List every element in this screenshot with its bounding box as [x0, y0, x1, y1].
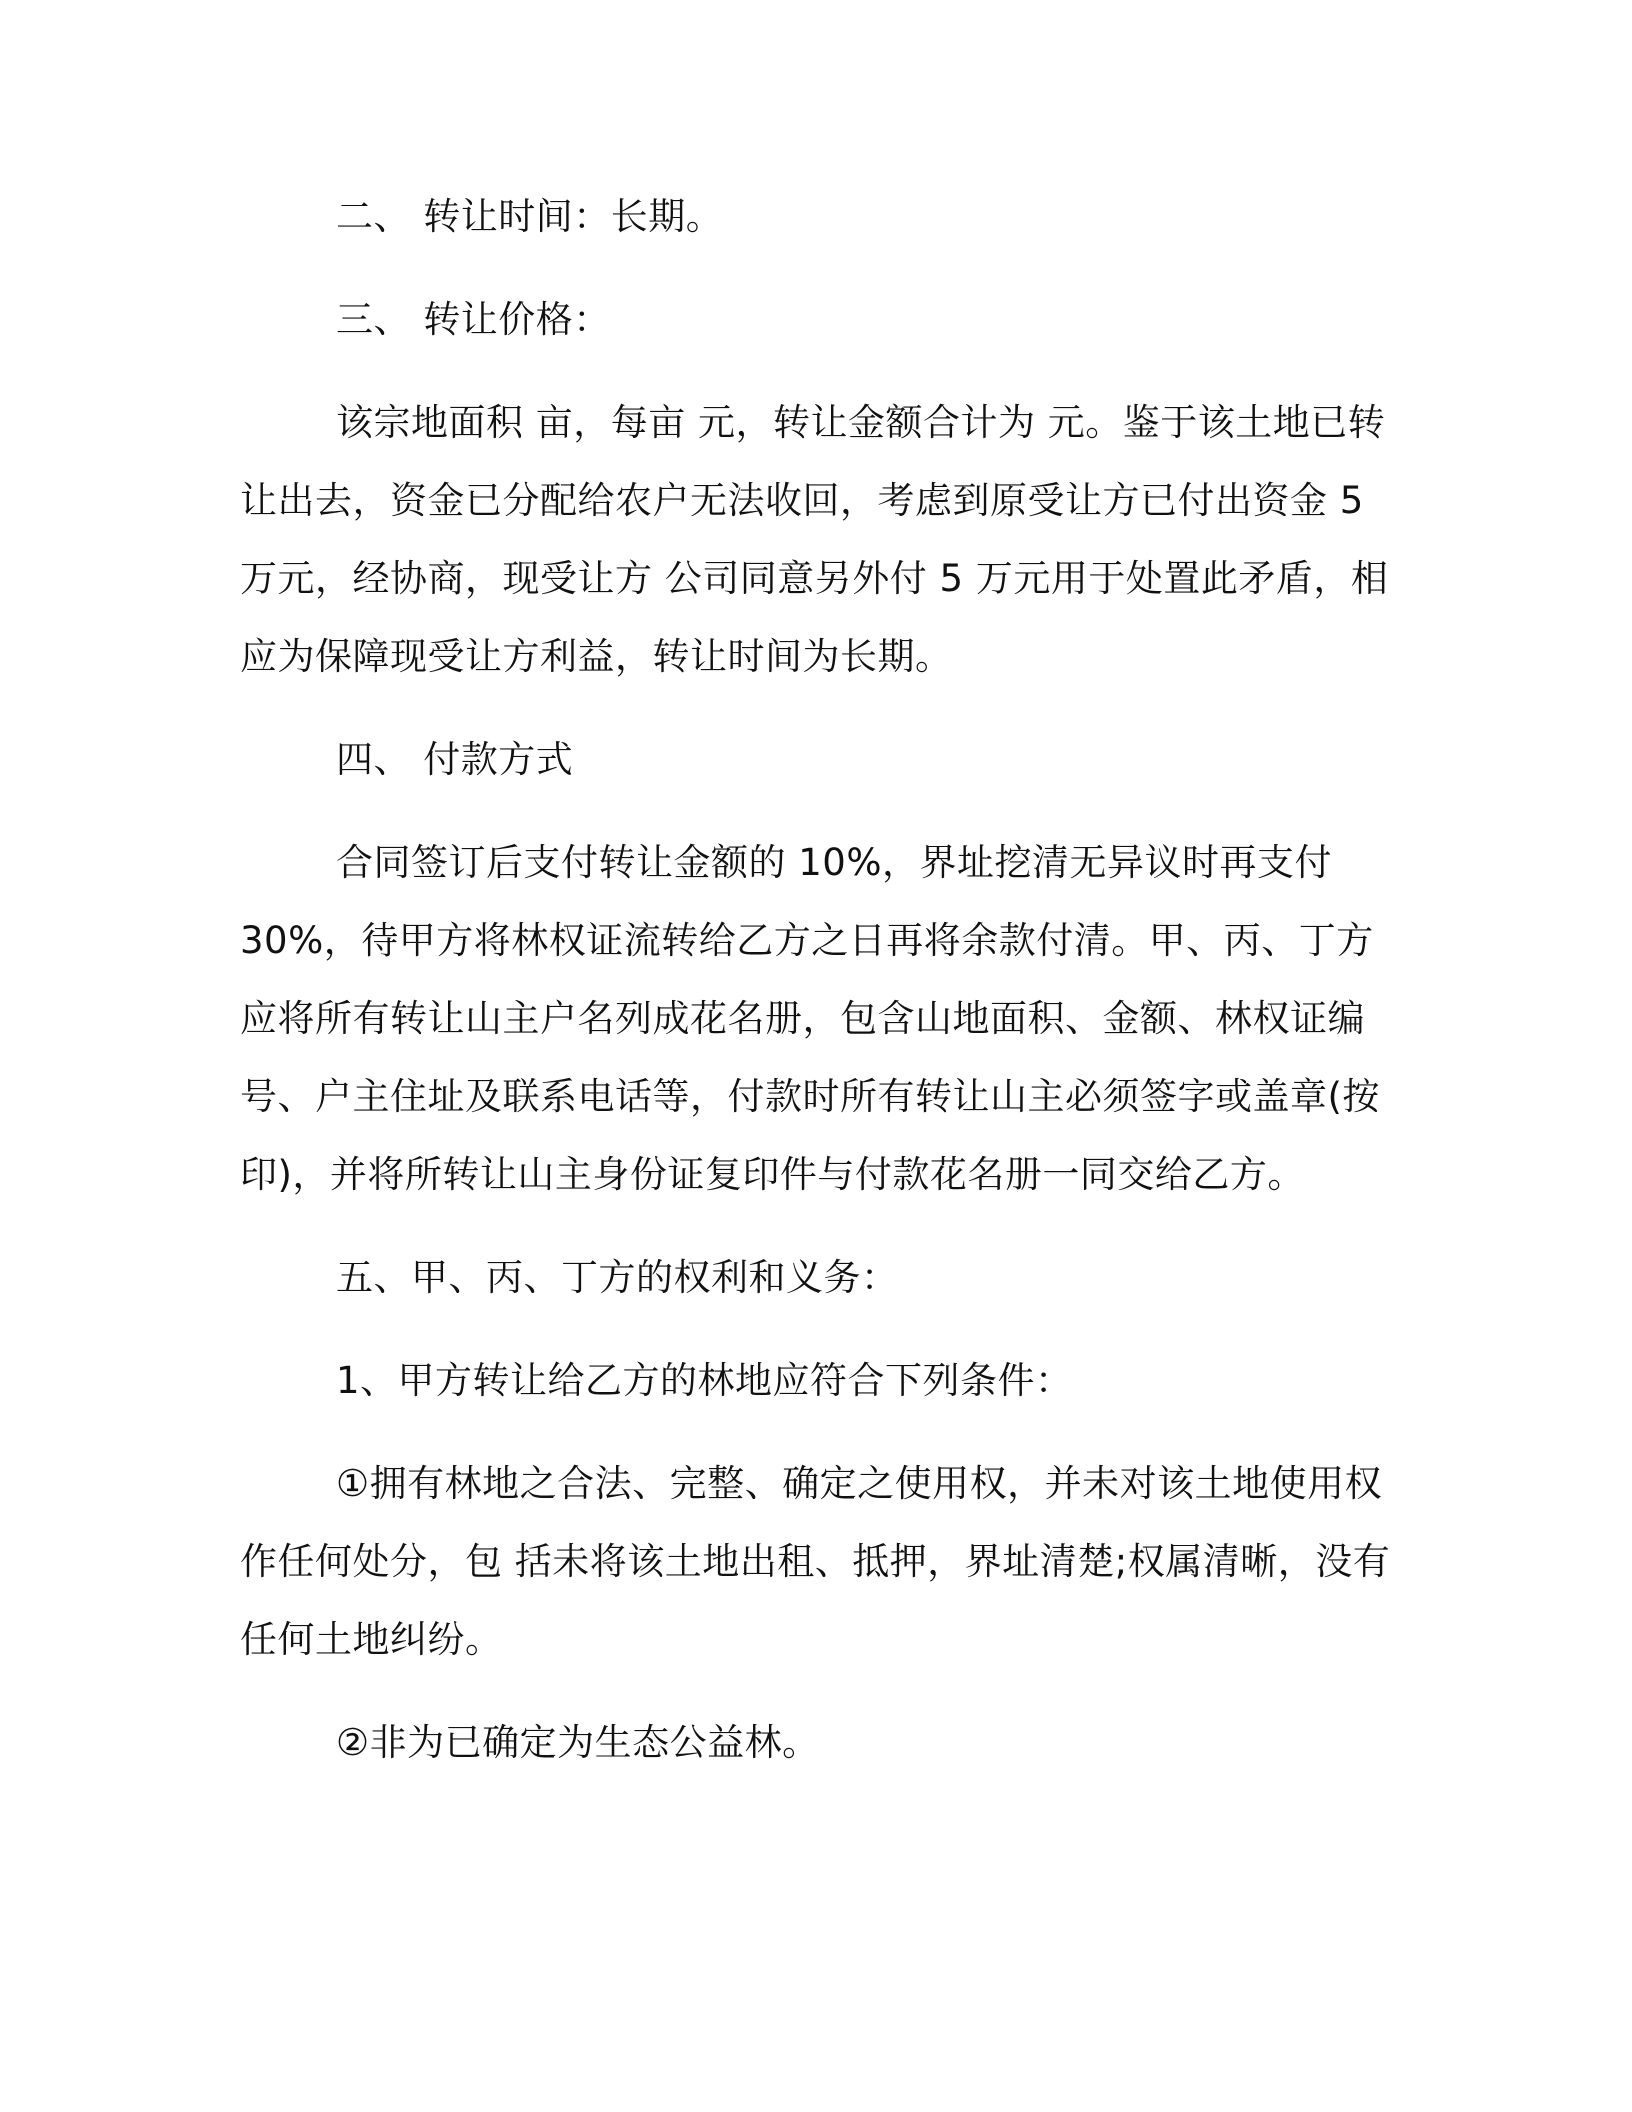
paragraph-line: ①拥有林地之合法、完整、确定之使用权，并未对该土地使用权 — [336, 1462, 1383, 1505]
subsection-heading-land-conditions: 1、甲方转让给乙方的林地应符合下列条件： — [336, 1359, 1073, 1402]
section-heading-payment-method: 四、 付款方式 — [336, 738, 574, 781]
paragraph-line: 合同签订后支付转让金额的 10%，界址挖清无异议时再支付 — [336, 841, 1332, 884]
paragraph-line: 号、户主住址及联系电话等，付款时所有转让山主必须签字或盖章(按 — [240, 1075, 1380, 1118]
paragraph-line: 任何土地纠纷。 — [240, 1618, 503, 1661]
paragraph-line: 作任何处分，包 括未将该土地出租、抵押，界址清楚;权属清晰，没有 — [240, 1540, 1391, 1583]
paragraph-line: 30%，待甲方将林权证流转给乙方之日再将余款付清。甲、丙、丁方 — [240, 919, 1374, 962]
paragraph-condition-2: ②非为已确定为生态公益林。 — [336, 1721, 820, 1764]
paragraph-payment-details — [240, 824, 1380, 1214]
paragraph-gap — [240, 1214, 1370, 1239]
section-heading-transfer-time: 二、 转让时间：长期。 — [336, 195, 724, 238]
paragraph-gap — [240, 799, 1370, 824]
section-heading-transfer-price: 三、 转让价格： — [336, 298, 611, 341]
paragraph-line: 印)，并将所转让山主身份证复印件与付款花名册一同交给乙方。 — [240, 1153, 1305, 1196]
paragraph-line: 万元，经协商，现受让方 公司同意另外付 5 万元用于处置此矛盾，相 — [240, 557, 1389, 600]
paragraph-gap — [240, 256, 1370, 281]
section-heading-rights-obligations: 五、甲、丙、丁方的权利和义务： — [336, 1256, 899, 1299]
paragraph-line: 让出去，资金已分配给农户无法收回，考虑到原受让方已付出资金 5 — [240, 479, 1364, 522]
paragraph-condition-1 — [240, 1445, 1391, 1679]
document-body — [240, 178, 1391, 1782]
paragraph-gap — [240, 359, 1370, 384]
paragraph-gap — [240, 696, 1370, 721]
paragraph-gap — [240, 1317, 1370, 1342]
paragraph-price-details — [240, 384, 1389, 696]
paragraph-line: 应将所有转让山主户名列成花名册，包含山地面积、金额、林权证编 — [240, 997, 1365, 1040]
paragraph-line: 应为保障现受让方利益，转让时间为长期。 — [240, 635, 953, 678]
paragraph-line: 该宗地面积 亩，每亩 元，转让金额合计为 元。鉴于该土地已转 — [336, 401, 1386, 444]
paragraph-gap — [240, 1679, 1370, 1704]
paragraph-gap — [240, 1420, 1370, 1445]
